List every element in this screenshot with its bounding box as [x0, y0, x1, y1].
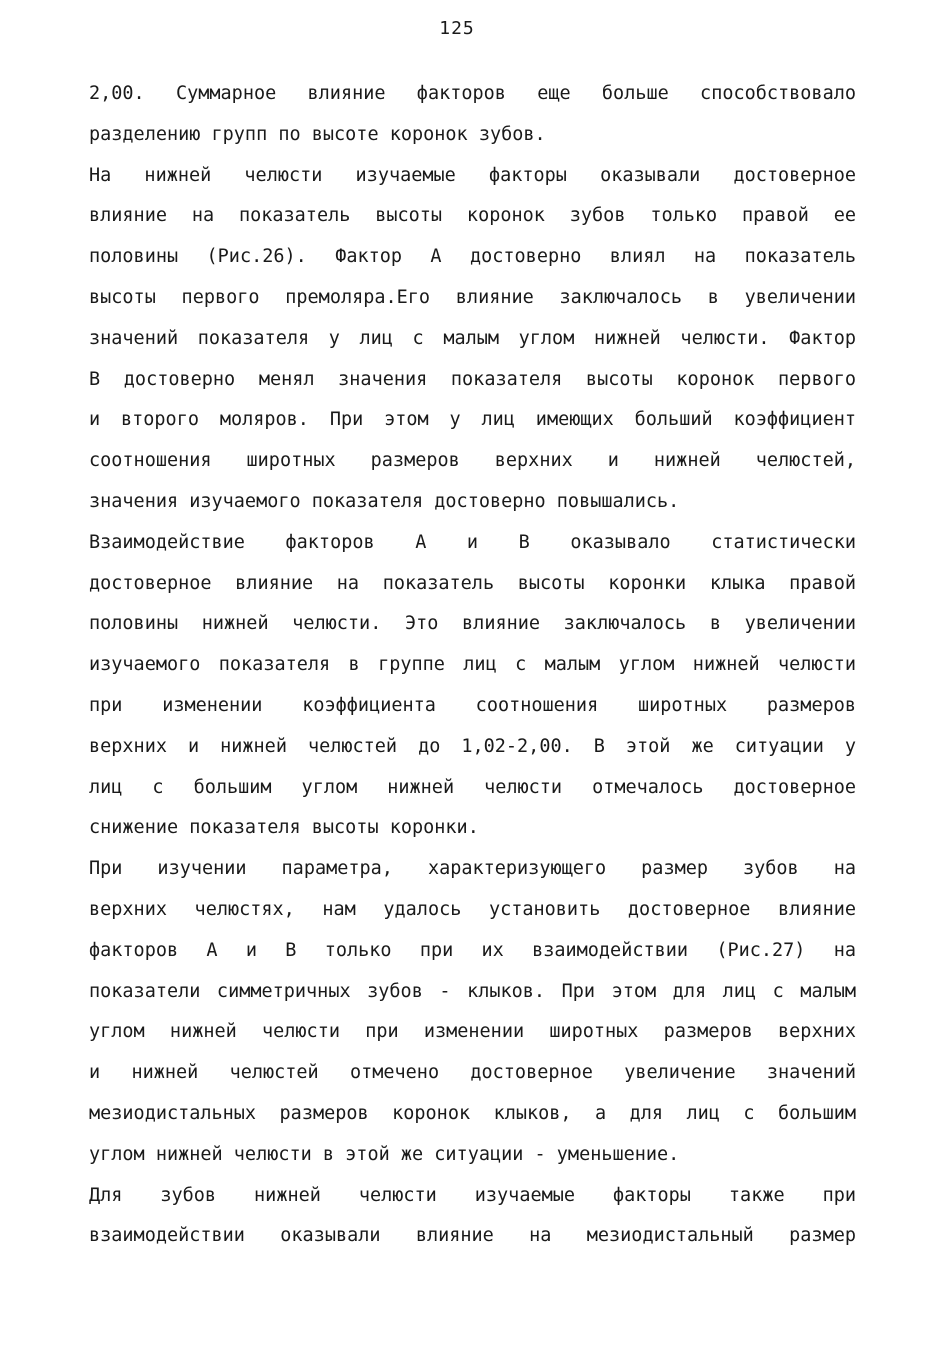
- text-line-1: 2,00. Суммарное влияние факторов еще больше способствовало: [89, 83, 856, 104]
- text-line-2: разделению групп по высоте коронок зубов.: [89, 123, 546, 145]
- text-line-21: верхних челюстях, нам удалось установить достоверное влияние: [89, 898, 856, 920]
- text-line-7: значений показателя у лиц с малым углом нижней челюсти. Фактор: [89, 327, 856, 349]
- text-line-15: изучаемого показателя в группе лиц с малым углом нижней челюсти: [89, 654, 856, 676]
- text-line-8: В достоверно менял значения показателя высоты коронок первого: [89, 368, 856, 390]
- text-line-26: мезиодистальных размеров коронок клыков, а для лиц с большим: [89, 1102, 856, 1124]
- text-line-18: лиц с большим углом нижней челюсти отмечалось достоверное: [89, 776, 856, 798]
- text-line-3: На нижней челюсти изучаемые факторы оказывали достоверное: [89, 164, 856, 186]
- text-line-29: взаимодействии оказывали влияние на мезиодистальный размер: [89, 1225, 856, 1247]
- text-line-17: верхних и нижней челюстей до 1,02-2,00. В этой же ситуации у: [89, 735, 856, 757]
- text-line-16: при изменении коэффициента соотношения широтных размеров: [89, 694, 856, 716]
- text-line-22: факторов А и В только при их взаимодействии (Рис.27) на: [89, 939, 856, 961]
- text-line-28: Для зубов нижней челюсти изучаемые факторы также при: [89, 1184, 856, 1206]
- text-line-25: и нижней челюстей отмечено достоверное увеличение значений: [89, 1062, 856, 1084]
- text-line-13: достоверное влияние на показатель высоты коронки клыка правой: [89, 572, 856, 594]
- text-line-24: углом нижней челюсти при изменении широтных размеров верхних: [89, 1021, 856, 1043]
- text-line-11: значения изучаемого показателя достоверно повышались.: [89, 490, 680, 512]
- text-line-19: снижение показателя высоты коронки.: [89, 817, 479, 839]
- text-line-6: высоты первого премоляра.Его влияние заключалось в увеличении: [89, 286, 856, 308]
- text-line-14: половины нижней челюсти. Это влияние заключалось в увеличении: [89, 613, 856, 635]
- text-line-5: половины (Рис.26). Фактор А достоверно влиял на показатель: [89, 246, 856, 268]
- document-body: [89, 74, 856, 1257]
- text-line-4: влияние на показатель высоты коронок зубов только правой ее: [89, 205, 856, 227]
- text-line-12: Взаимодействие факторов А и В оказывало статистически: [89, 531, 856, 553]
- text-line-20: При изучении параметра, характеризующего размер зубов на: [89, 858, 856, 880]
- page-number: 125: [439, 18, 475, 39]
- text-line-23: показатели симметричных зубов - клыков. При этом для лиц с малым: [89, 980, 856, 1002]
- text-line-9: и второго моляров. При этом у лиц имеющих больший коэффициент: [89, 409, 856, 431]
- text-line-27: углом нижней челюсти в этой же ситуации - уменьшение.: [89, 1143, 680, 1165]
- text-line-10: соотношения широтных размеров верхних и нижней челюстей,: [89, 450, 856, 472]
